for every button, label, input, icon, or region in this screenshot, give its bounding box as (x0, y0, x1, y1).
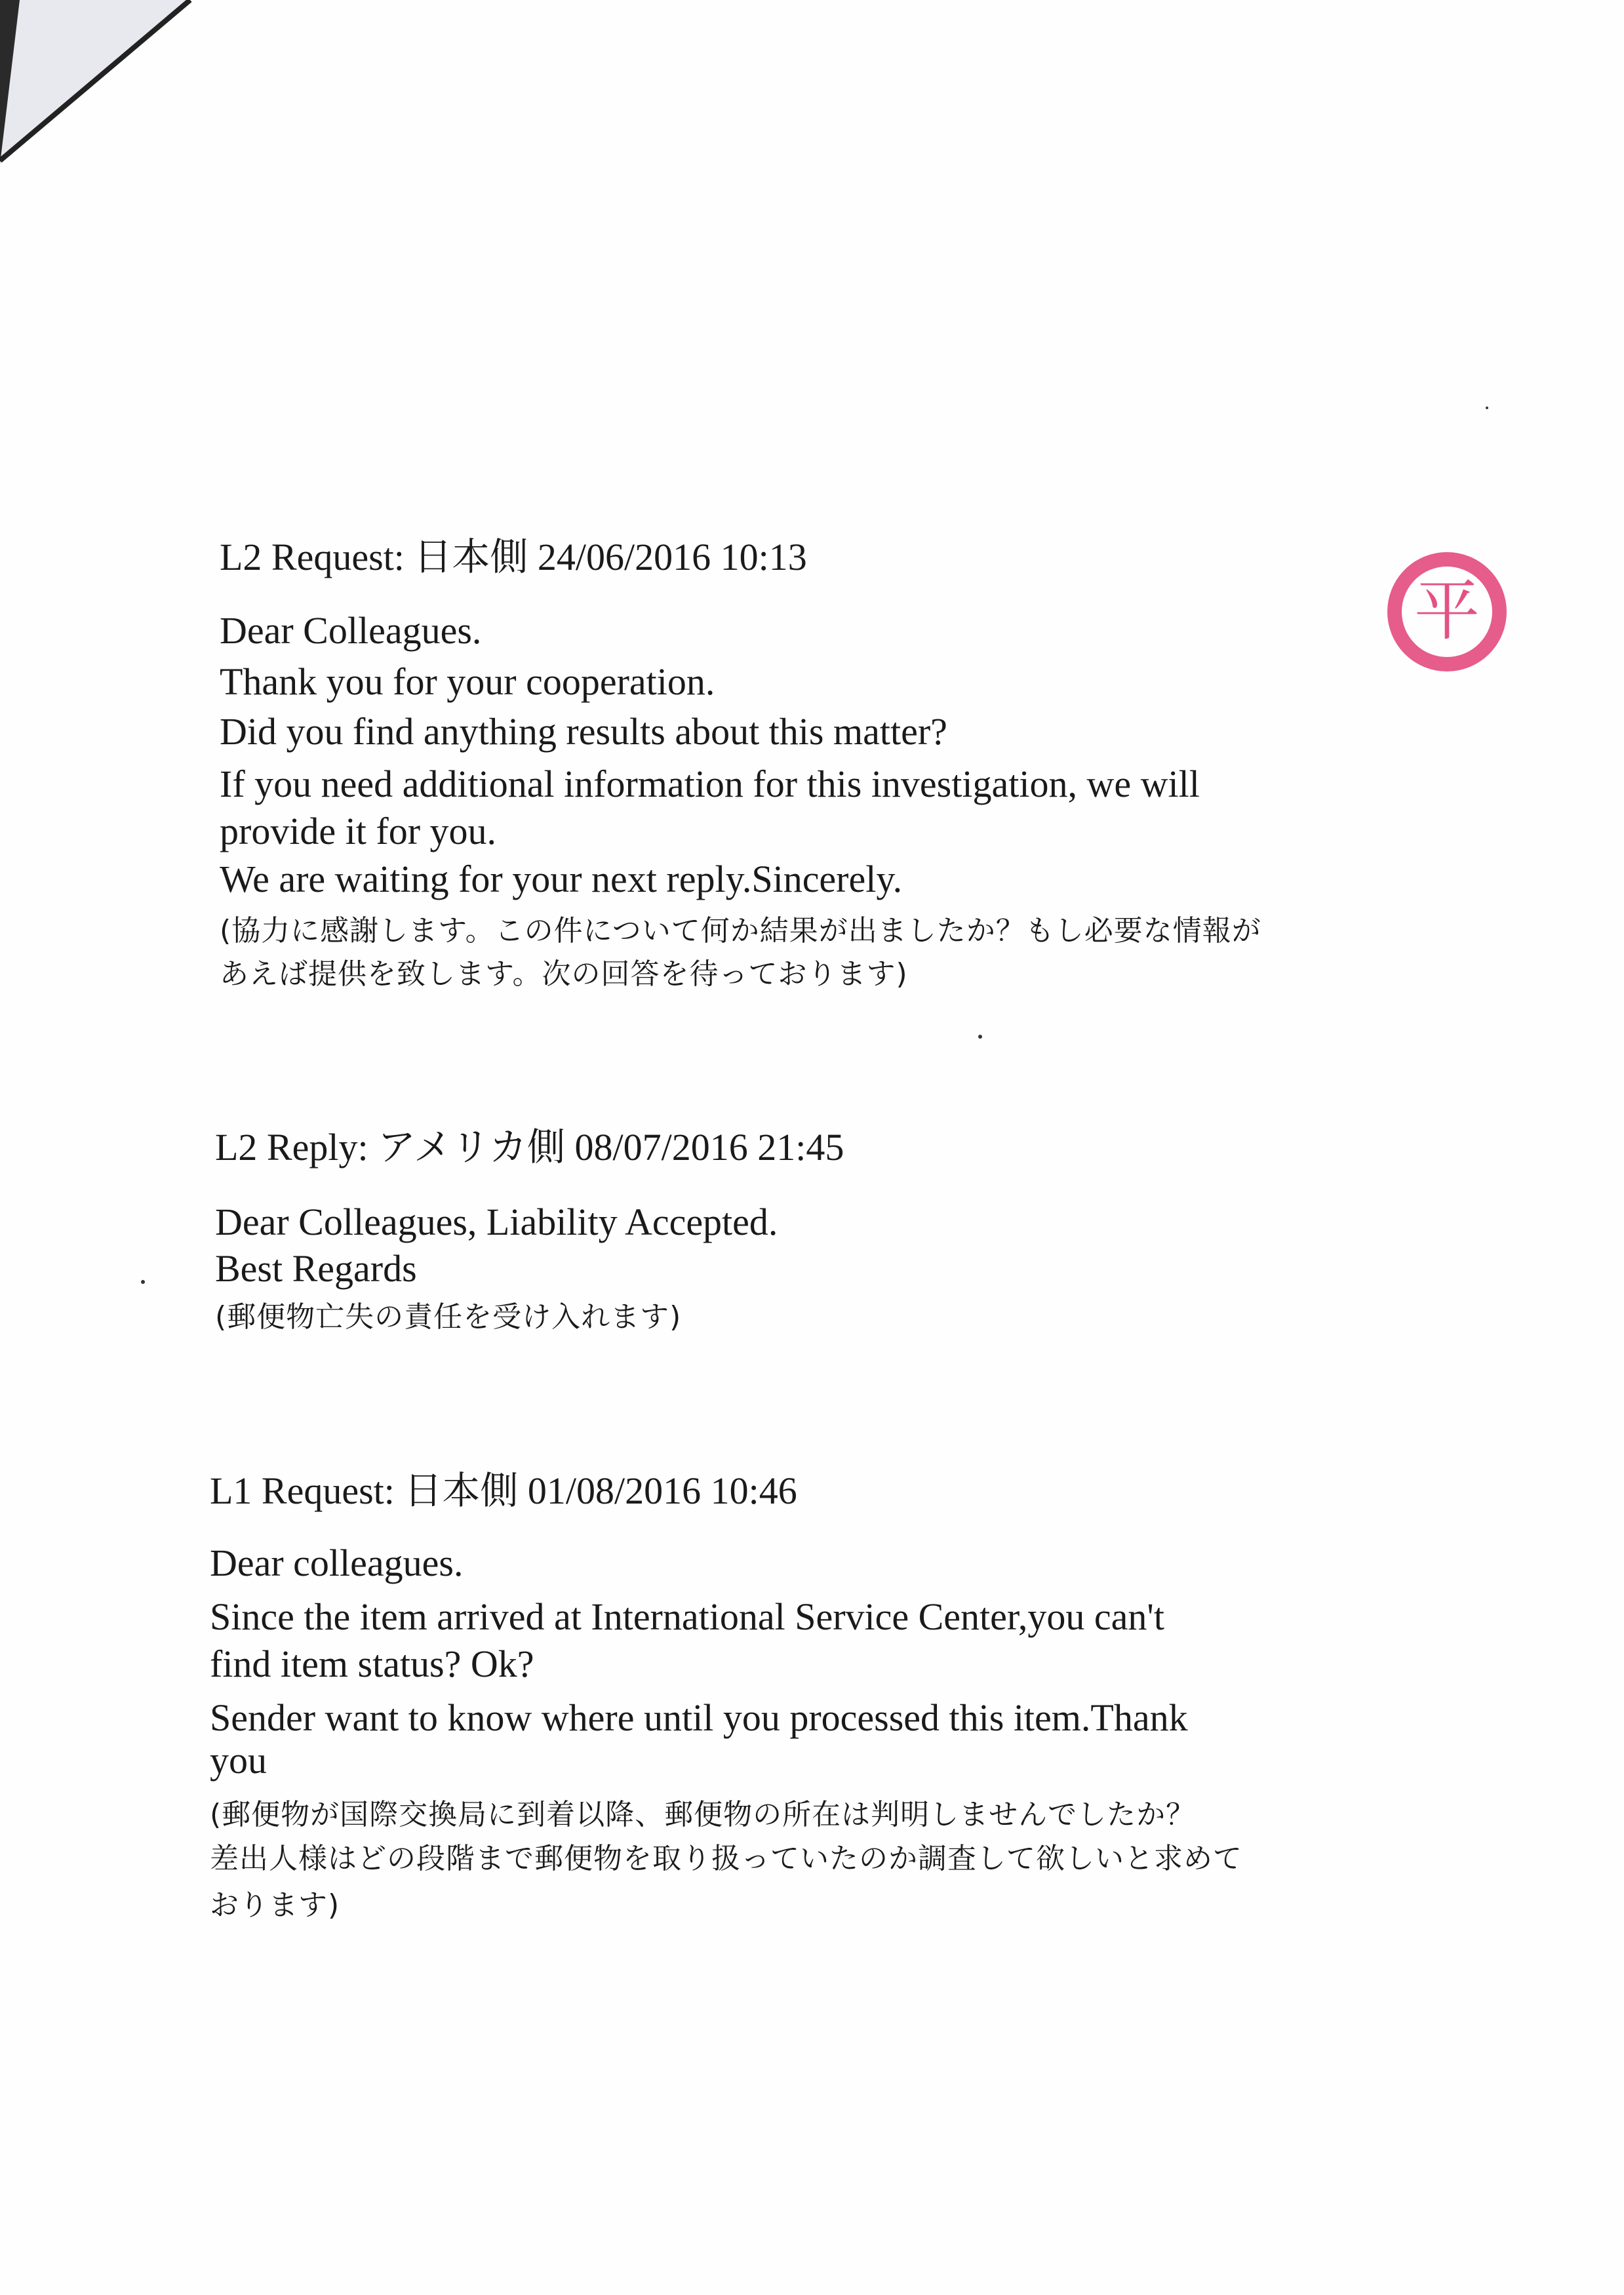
message-line: Dear Colleagues. (220, 609, 482, 652)
message-line: Dear colleagues. (210, 1542, 464, 1584)
translation-line: 差出人様はどの段階まで郵便物を取り扱っていたのか調査して欲しいと求めて (210, 1842, 1242, 1875)
scan-speck (978, 1035, 982, 1039)
translation-line: (郵便物亡失の責任を受け入れます) (215, 1300, 682, 1334)
translation-line: (協力に感謝します。この件について何か結果が出ましたか？もし必要な情報が (220, 914, 1261, 948)
message-line: We are waiting for your next reply.Sincerely. (220, 858, 903, 900)
message-line: If you need additional information for this investigation, we will (220, 763, 1200, 805)
translation-line: (郵便物が国際交換局に到着以降、郵便物の所在は判明しませんでしたか？ (210, 1798, 1196, 1831)
message-line: Dear Colleagues, Liability Accepted. (215, 1201, 778, 1243)
message-line: you (210, 1739, 267, 1782)
message-header-l2-request: L2 Request: 日本側 24/06/2016 10:13 (220, 536, 807, 578)
message-line: provide it for you. (220, 810, 497, 852)
message-line: Best Regards (215, 1247, 417, 1290)
scan-speck (141, 1280, 145, 1284)
message-header-l1-request: L1 Request: 日本側 01/08/2016 10:46 (210, 1469, 797, 1512)
message-line: find item status? Ok? (210, 1643, 534, 1685)
scan-speck (1486, 407, 1488, 409)
seal-stamp (1385, 549, 1509, 674)
message-line: Since the item arrived at International Service Center,you can't (210, 1595, 1164, 1638)
message-header-l2-reply: L2 Reply: アメリカ側 08/07/2016 21:45 (215, 1126, 844, 1168)
translation-line: あえば提供を致します。次の回答を待っております) (220, 957, 908, 991)
message-line: Did you find anything results about this matter? (220, 710, 947, 753)
svg-text:平: 平 (1414, 572, 1480, 649)
message-line: Thank you for your cooperation. (220, 660, 715, 703)
translation-line: おります) (210, 1888, 340, 1922)
folded-corner (0, 0, 197, 170)
message-line: Sender want to know where until you processed this item.Thank (210, 1696, 1188, 1739)
